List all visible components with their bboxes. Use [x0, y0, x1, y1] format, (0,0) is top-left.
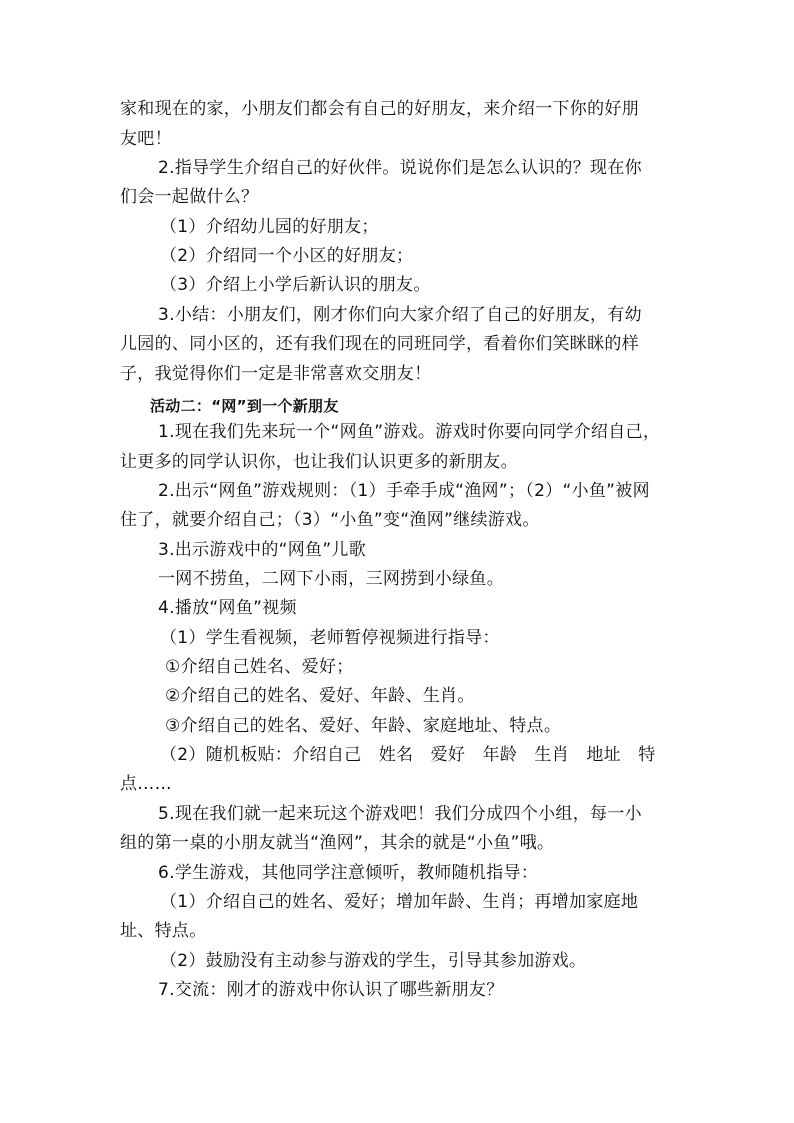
list-item: ②介绍自己的姓名、爱好、年龄、生肖。: [165, 686, 475, 706]
list-item: （1）介绍自己的姓名、爱好；增加年龄、生肖；再增加家庭地: [160, 892, 639, 912]
text-line: 家和现在的家，小朋友们都会有自己的好朋友，来介绍一下你的好朋: [120, 99, 639, 119]
text-line: 一网不捞鱼，二网下小雨，三网捞到小绿鱼。: [158, 569, 504, 589]
text-line: 住了，就要介绍自己；（3）“小鱼”变“渔网”继续游戏。: [120, 510, 540, 530]
text-line: 组的第一桌的小朋友就当“渔网”，其余的就是“小鱼”哦。: [120, 833, 555, 853]
text-line: 们会一起做什么？: [120, 187, 259, 207]
list-item: ③介绍自己的姓名、爱好、年龄、家庭地址、特点。: [165, 716, 562, 736]
text-line: 3.出示游戏中的“网鱼”儿歌: [158, 540, 367, 560]
text-line: 3.小结：小朋友们，刚才你们向大家介绍了自己的好朋友，有幼: [158, 305, 642, 325]
text-line: 5.现在我们就一起来玩这个游戏吧！我们分成四个小组，每一小: [158, 804, 642, 824]
section-heading: 活动二：“网”到一个新朋友: [150, 397, 339, 415]
list-item: ①介绍自己姓名、爱好；: [165, 657, 354, 677]
text-line: 4.播放“网鱼”视频: [158, 598, 297, 618]
list-item: （2）鼓励没有主动参与游戏的学生，引导其参加游戏。: [160, 951, 587, 971]
list-item: （2）随机板贴：介绍自己 姓名 爱好 年龄 生肖 地址 特: [160, 745, 656, 765]
list-item: （1）介绍幼儿园的好朋友；: [160, 217, 379, 237]
text-line: 儿园的、同小区的，还有我们现在的同班同学，看着你们笑眯眯的样: [120, 334, 639, 354]
text-line: 7.交流：刚才的游戏中你认识了哪些新朋友？: [158, 980, 504, 1000]
text-line: 2.指导学生介绍自己的好伙伴。说说你们是怎么认识的？现在你: [158, 158, 642, 178]
text-line: 子，我觉得你们一定是非常喜欢交朋友！: [120, 364, 432, 384]
text-line: 6.学生游戏，其他同学注意倾听，教师随机指导：: [158, 863, 539, 883]
text-line: 让更多的同学认识你，也让我们认识更多的新朋友。: [120, 452, 518, 472]
text-line: 2.出示“网鱼”游戏规则：（1）手牵手成“渔网”；（2）“小鱼”被网: [158, 481, 650, 501]
text-line: 友吧！: [120, 129, 172, 149]
list-item: （3）介绍上小学后新认识的朋友。: [160, 275, 431, 295]
text-line: 址、特点。: [120, 921, 207, 941]
list-item: （1）学生看视频，老师暂停视频进行指导：: [160, 628, 500, 648]
text-line: 点……: [120, 774, 172, 794]
text-line: 1.现在我们先来玩一个“网鱼”游戏。游戏时你要向同学介绍自己，: [158, 422, 661, 442]
list-item: （2）介绍同一个小区的好朋友；: [160, 246, 414, 266]
